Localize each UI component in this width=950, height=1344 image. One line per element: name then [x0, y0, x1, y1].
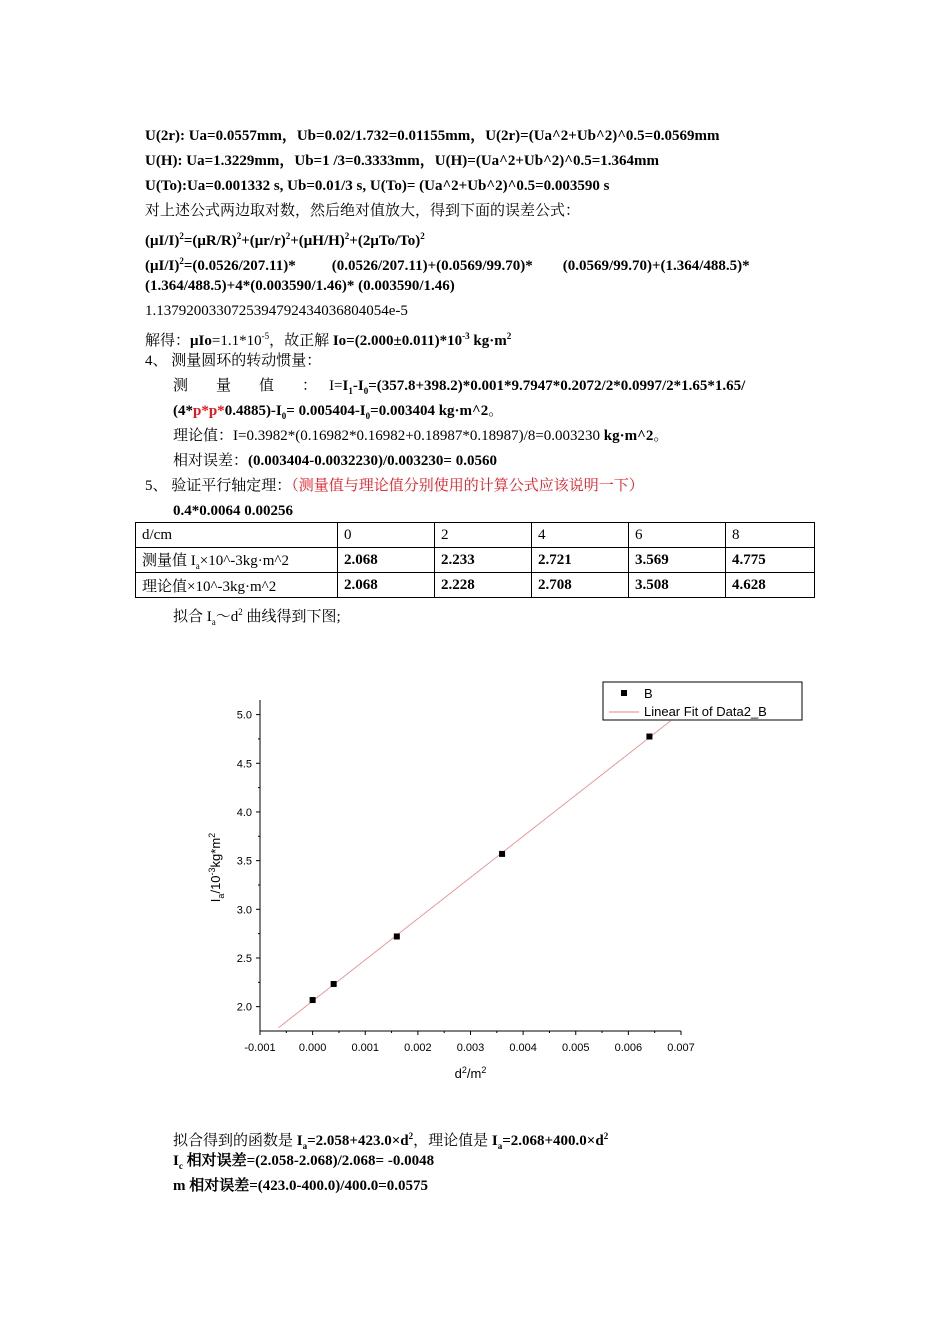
- table-cell: d/cm: [136, 523, 338, 548]
- parallel-axis-table: [135, 522, 815, 598]
- table-header-row: [136, 523, 815, 548]
- x-tick-label: 0.002: [404, 1042, 432, 1054]
- table-cell: 2.068: [338, 573, 435, 598]
- table-cell: 2.721: [532, 548, 629, 573]
- x-tick-label: 0.003: [456, 1042, 485, 1054]
- y-tick-label: 3.0: [236, 904, 252, 917]
- x-tick-label: 0.004: [509, 1042, 537, 1054]
- x-tick-label: 0.006: [614, 1042, 643, 1054]
- y-tick-label: 2.0: [236, 1001, 252, 1014]
- y-axis-label: $I_a/10^{-3}kg*m^2$: [207, 832, 226, 903]
- item-5-heading: 5、 验证平行轴定理：（测量值与理论值分别使用的计算公式应该说明一下）: [145, 478, 644, 494]
- y-tick-label: 4.5: [236, 758, 252, 771]
- fit-chart: [200, 675, 767, 1095]
- uto-line: U(To):Ua=0.001332 s, Ub=0.01/3 s, U(To)= (Ua^2+Ub^2)^0.5=0.003590 s: [145, 178, 610, 194]
- uh-line: U(H): Ua=1.3229mm，Ub=1 /3=0.3333mm，U(H)=(Ua^2+Ub^2)^0.5=1.364mm: [145, 153, 660, 169]
- x-tick-label: 0.007: [667, 1042, 695, 1054]
- table-row-label: 理论值×10^-3kg·m^2: [136, 573, 338, 598]
- data-point: [499, 851, 505, 857]
- computed-value: 1.1379200330725394792434036804054e-5: [145, 303, 408, 319]
- table-cell: 4.628: [726, 573, 815, 598]
- y-tick-label: 3.5: [236, 855, 252, 868]
- small-calc-line: 0.4*0.0064 0.00256: [173, 503, 293, 519]
- y-tick-label: 4.0: [236, 806, 252, 819]
- x-tick-label: 0.005: [561, 1042, 590, 1054]
- legend-label-b: B: [644, 686, 653, 701]
- table-cell: 8: [726, 523, 815, 548]
- measured-line-2: $(4*p*p*0.4885)-I_0= 0.005404-I_0=0.003404$ kg·m^2。: [173, 403, 504, 421]
- table-cell: 2.708: [532, 573, 629, 598]
- table-cell: 4.775: [726, 548, 815, 573]
- table-cell: 3.508: [629, 573, 726, 598]
- log-intro: 对上述公式两边取对数，然后绝对值放大，得到下面的误差公式：: [145, 203, 581, 219]
- m-error-line: m 相对误差=(423.0-400.0)/400.0=0.0575: [173, 1178, 428, 1194]
- x-tick-label: 0.001: [351, 1042, 380, 1054]
- table-row-theory: [136, 573, 815, 598]
- table-cell: 4: [532, 523, 629, 548]
- fit-function-line: 拟合得到的函数是 $I_a=2.058+423.0\times d^2$，理论值是 $I_a=2.068+400.0\times d^2$: [173, 1131, 609, 1151]
- table-row-measured: [136, 548, 815, 573]
- legend-label-fit: Linear Fit of Data2_B: [644, 704, 767, 719]
- table-cell: 2.068: [338, 548, 435, 573]
- x-tick-label: 0.000: [298, 1042, 327, 1054]
- relative-error-line: 相对误差：(0.003404-0.0032230)/0.003230= 0.0560: [173, 453, 497, 469]
- solve-line: 解得：$\mu Io=1.1*10^{-5}$，故正解 $Io=(2.000\pm 0.011)*10^{-3}$ $kg\cdot m^2$: [145, 331, 512, 349]
- measured-line-1: 测 量 值 ： $I=I_1-I_0=(357.8+398.2)*0.001*9.7947*0.2072/2*0.0997/2*1.65*1.65/$: [173, 378, 746, 396]
- legend-marker-b: [621, 690, 627, 696]
- table-cell: 2.233: [435, 548, 532, 573]
- x-axis-label: $d^2/m^2$: [454, 1065, 487, 1081]
- table-row-label: 测量值 $I_a\times 10\^{}-3kg\cdot m\^{}2$: [136, 548, 338, 573]
- data-point: [331, 981, 337, 987]
- ic-error-line: $I_c$ 相对误差=(2.058-2.068)/2.068= -0.0048: [173, 1153, 435, 1171]
- table-cell: 3.569: [629, 548, 726, 573]
- table-cell: 6: [629, 523, 726, 548]
- y-tick-label: 2.5: [236, 952, 252, 965]
- table-cell: 0: [338, 523, 435, 548]
- error-formula: $(\mu I/I)^2=(\mu R/R)^2+(\mu r/r)^2+(\mu H/H)^2+(2\mu To/To)^2$: [145, 231, 425, 249]
- data-point: [646, 734, 652, 740]
- table-cell: 2.228: [435, 573, 532, 598]
- data-point: [394, 933, 400, 939]
- linear-fit-line: [278, 721, 670, 1028]
- u2r-line: U(2r): Ua=0.0557mm，Ub=0.02/1.732=0.01155mm，U(2r)=(Ua^2+Ub^2)^0.5=0.0569mm: [145, 128, 720, 144]
- theory-line: 理论值：I=0.3982*(0.16982*0.16982+0.18987*0.18987)/8=0.003230 kg·m^2。: [173, 428, 669, 444]
- fit-intro: 拟合 $I_a\sim d^2$ 曲线得到下图;: [173, 607, 341, 627]
- calc-line-1: $(\mu I/I)^2=(0.0526/207.11)*$ (0.0526/207.11)+(0.0569/99.70)* (0.0569/99.70)+(1.364/488.5)*: [145, 256, 750, 274]
- calc-line-2: (1.364/488.5)+4*(0.003590/1.46)* (0.003590/1.46): [145, 278, 455, 294]
- x-tick-label: -0.001: [244, 1042, 276, 1054]
- y-tick-label: 5.0: [236, 709, 252, 722]
- data-point: [310, 997, 316, 1003]
- table-cell: 2: [435, 523, 532, 548]
- item-4-heading: 4、 测量圆环的转动惯量：: [145, 353, 322, 369]
